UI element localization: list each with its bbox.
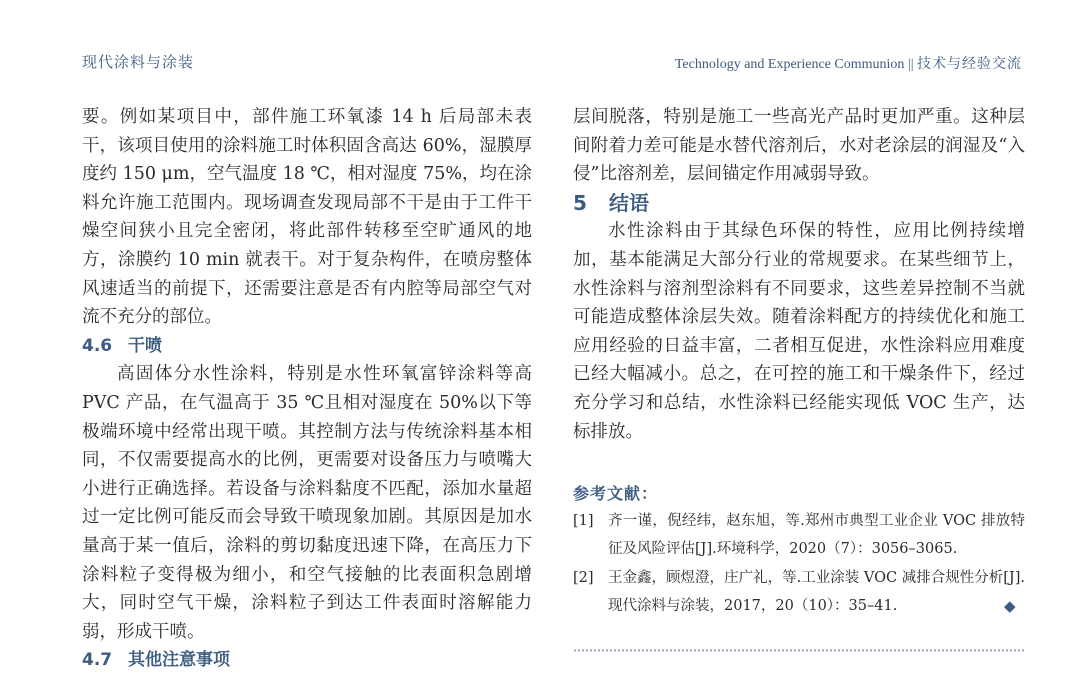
section-number: 4.7 [82, 650, 113, 671]
reference-text: 齐一谨，倪经纬，赵东旭，等.郑州市典型工业企业 VOC 排放特征及风险评估[J].环境科学，2020（7）：3056–3065. [608, 513, 1025, 557]
section-title-en: Technology and Experience Communion [674, 57, 905, 72]
section-number: 5 [573, 190, 587, 215]
section-title-zh: 技术与经验交流 [917, 56, 1022, 72]
body-paragraph: 要。例如某项目中，部件施工环氧漆 14 h 后局部未表干，该项目使用的涂料施工时体积固含高达 60%，湿膜厚度约 150 μm，空气温度 18 ℃，相对湿度 75%，均在涂料允许施工范围内。现场调查发现局部不干是由于工件干燥空间狭小且完全密闭，将此部件转移至空旷通风的地方，涂膜约 10 min 就表干。对于复杂构件，在喷房整体风速适当的前提下，还需要注意是否有内腔等局部空气对流不充分的部位。 [82, 107, 532, 328]
end-of-article-diamond-icon: ◆ [1004, 597, 1016, 615]
reference-number: [2] [573, 570, 594, 586]
journal-name: 现代涂料与涂装 [82, 53, 195, 71]
body-paragraph: 层间脱落，特别是施工一些高光产品时更加严重。这种层间附着力差可能是水替代溶剂后，水对老涂层的润湿及“入侵”比溶剂差，层间锚定作用减弱导致。 [573, 107, 1025, 185]
left-column [82, 103, 532, 675]
section-separator: || [907, 57, 914, 72]
reference-number: [1] [573, 513, 594, 529]
references-title: 参考文献： [573, 484, 659, 503]
reference-text: 王金鑫，顾煜澄，庄广礼，等.工业涂装 VOC 减排合规性分析[J].现代涂料与涂装，2017，20（10）：35–41. [608, 570, 1025, 614]
section-title: 干喷 [128, 335, 162, 356]
section-number: 4.6 [82, 335, 113, 356]
reference-item [573, 507, 1025, 563]
body-paragraph: 高固体分水性涂料，特别是水性环氧富锌涂料等高 PVC 产品，在气温高于 35 ℃且相对湿度在 50%以下等极端环境中经常出现干喷。其控制方法与传统涂料基本相同，不仅需要提高水的比例，更需要对设备压力与喷嘴大小进行正确选择。若设备与涂料黏度不匹配，添加水量超过一定比例可能反而会导致干喷现象加剧。其原因是加水量高于某一值后，涂料的剪切黏度迅速下降，在高压力下涂料粒子变得极为细小，和空气接触的比表面积急剧增大，同时空气干燥，涂料粒子到达工件表面时溶解能力弱，形成干喷。 [82, 364, 532, 642]
section-title: 结语 [609, 190, 649, 215]
section-heading-4-6 [82, 332, 532, 361]
right-column [573, 103, 1025, 446]
section-header [675, 53, 1022, 73]
body-paragraph: 水性涂料由于其绿色环保的特性，应用比例持续增加，基本能满足大部分行业的常规要求。在某些细节上，水性涂料与溶剂型涂料有不同要求，这些差异控制不当就可能造成整体涂层失效。随着涂料配方的持续优化和施工应用经验的日益丰富，二者相互促进，水性涂料应用难度已经大幅减小。总之，在可控的施工和干燥条件下，经过充分学习和总结，水性涂料已经能实现低 VOC 生产，达标排放。 [573, 221, 1025, 442]
footer-dotted-rule [573, 648, 1025, 653]
section-title: 其他注意事项 [128, 650, 230, 671]
reference-item [573, 564, 1025, 620]
section-heading-5 [573, 189, 1025, 218]
section-heading-4-7 [82, 646, 532, 675]
